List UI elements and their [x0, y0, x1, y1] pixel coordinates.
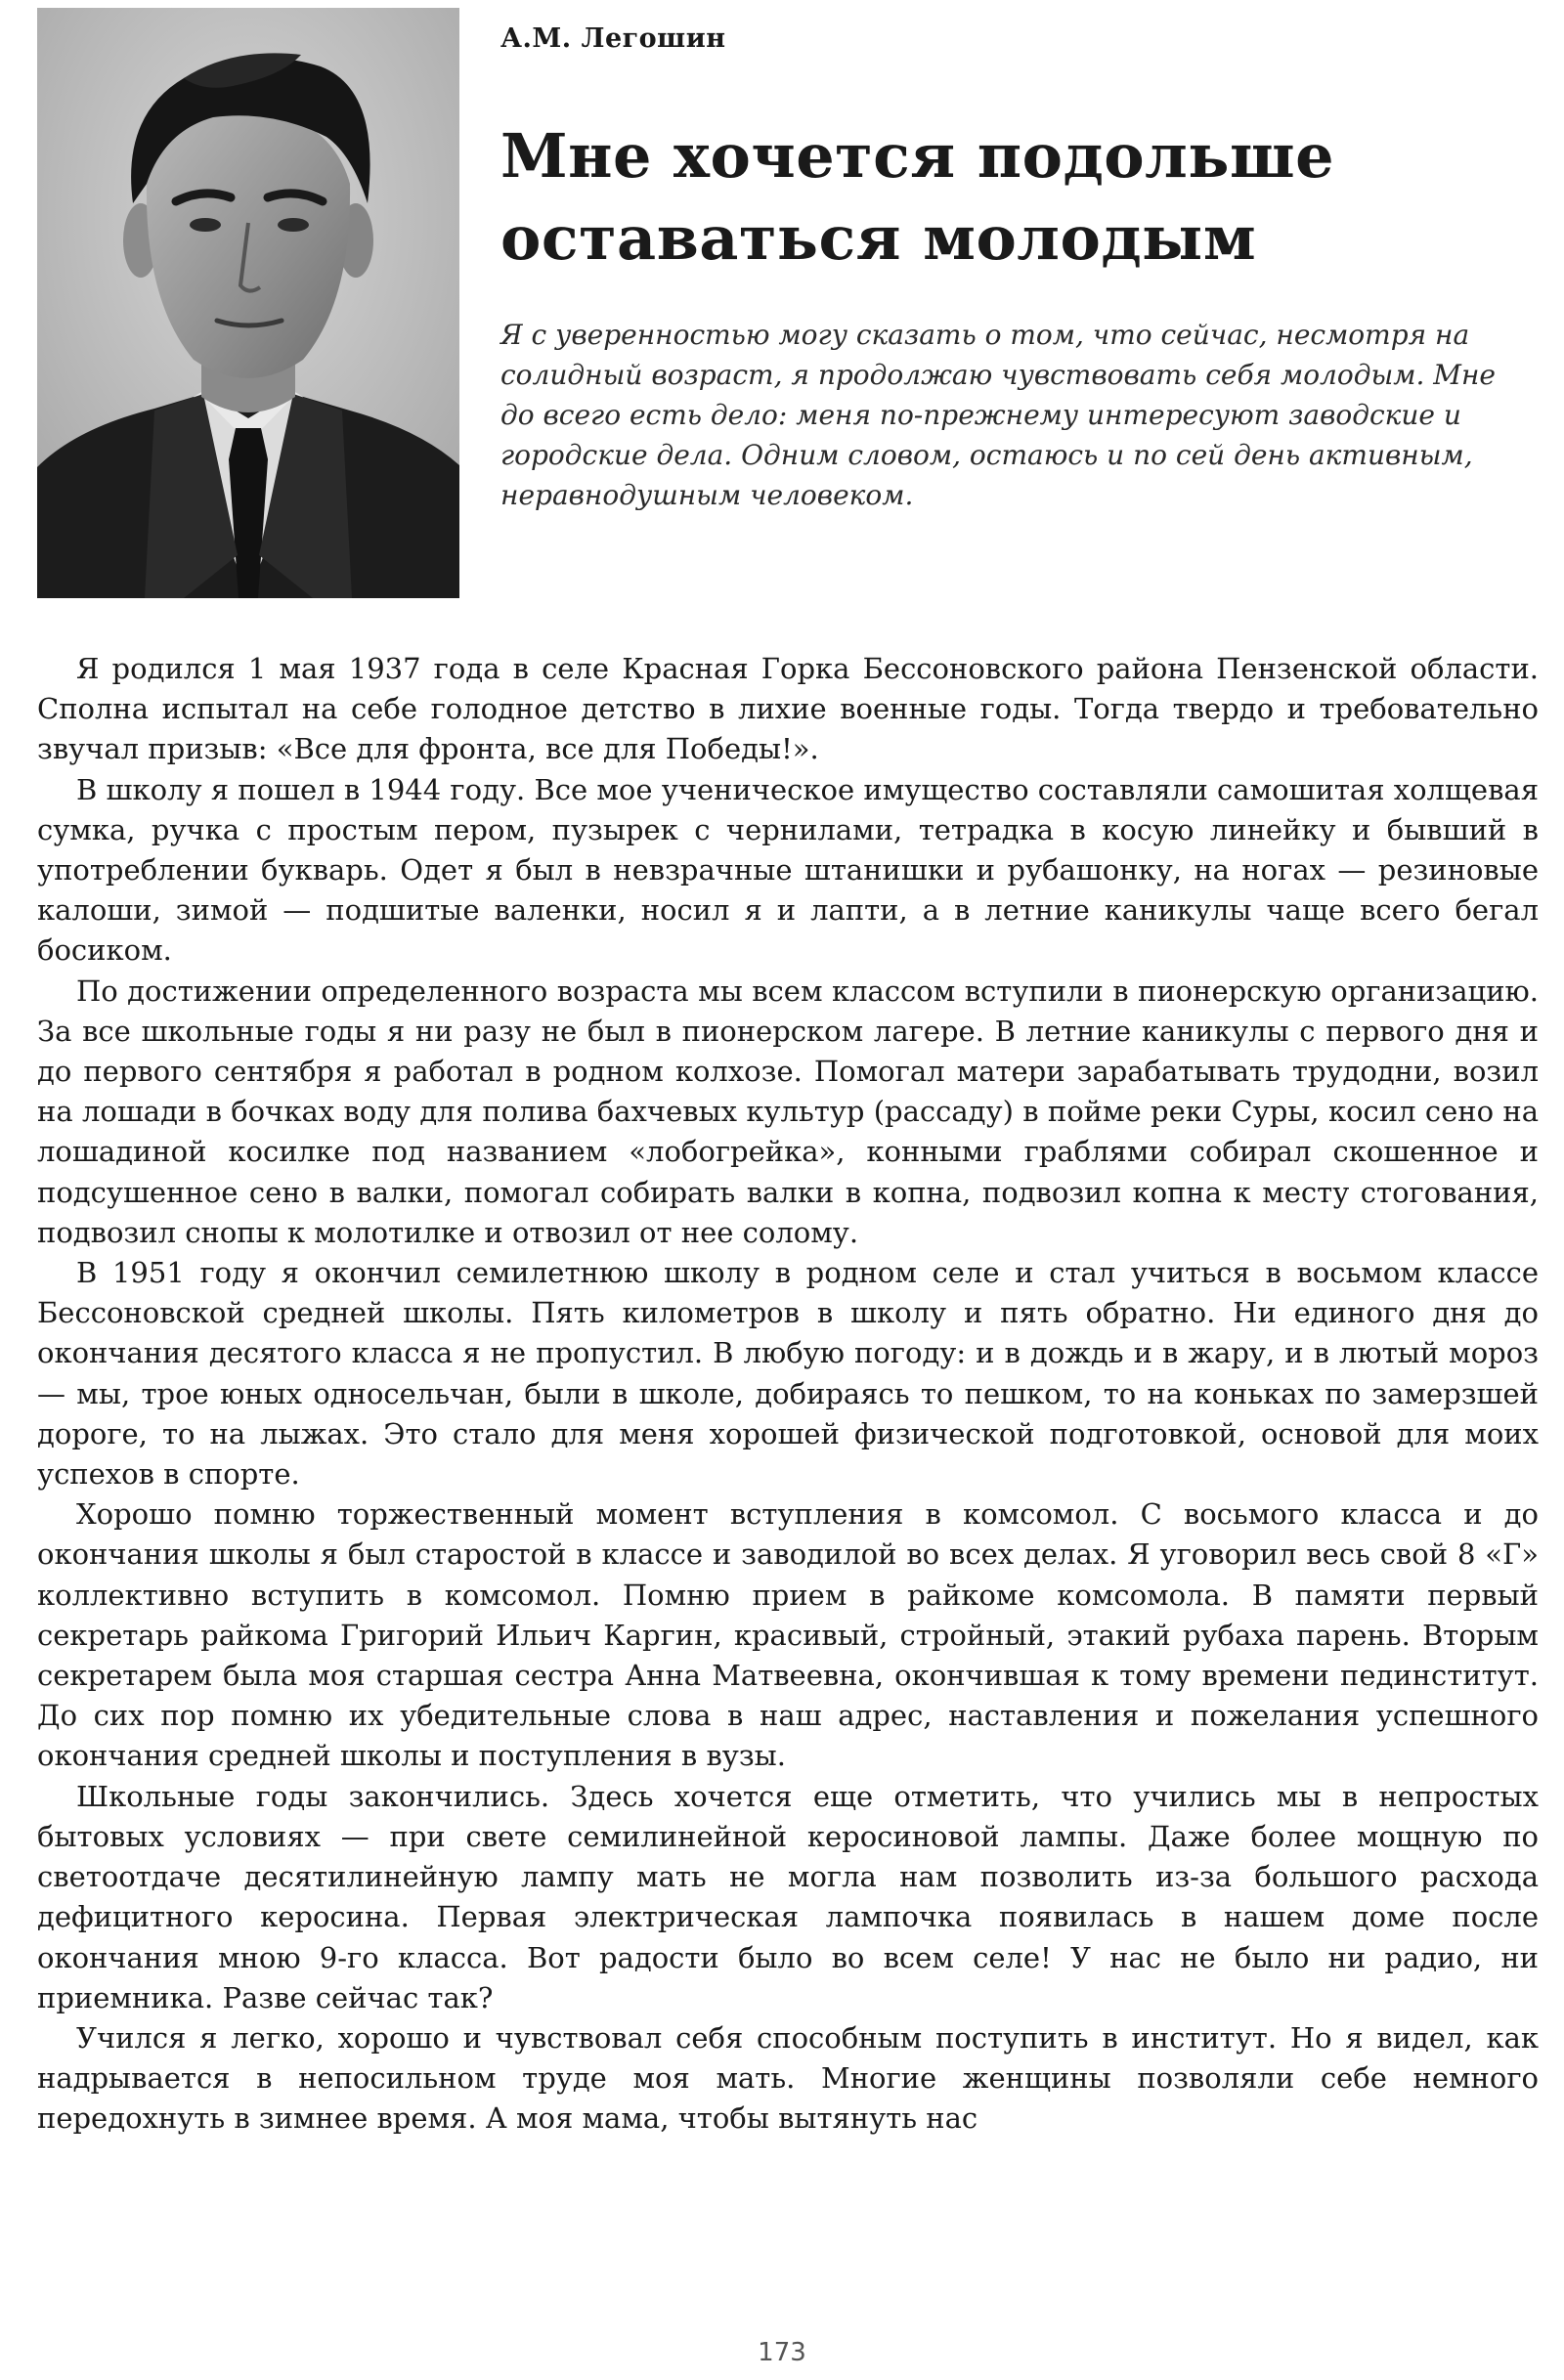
portrait-illustration — [37, 8, 459, 598]
author-portrait-photo — [37, 8, 459, 598]
body-paragraph: В школу я пошел в 1944 году. Все мое ученическое имущество составляли самошитая холщевая сумка, ручка с простым пером, пузырек с чернилами, тетрадка в косую линейку и бывший в употреблении букварь. Одет я был в невзрачные штанишки и рубашонку, на ногах — резиновые калоши, зимой — подшитые валенки, носил я и лапти, а в летние каникулы чаще всего бегал босиком. — [37, 772, 1539, 968]
article-title: Мне хочется подольше оставаться молодым — [500, 120, 1335, 274]
author-name: А.М. Легошин — [500, 23, 726, 54]
article-body — [37, 649, 1539, 2140]
body-paragraph: Я родился 1 мая 1937 года в селе Красная Горка Бессоновского района Пензенской области. Сполна испытал на себе голодное детство в лихие военные годы. Тогда твердо и требовательно звучал призыв: «Все для фронта, все для Победы!». — [37, 652, 1539, 766]
body-paragraph: Хорошо помню торжественный момент вступления в комсомол. С восьмого класса и до окончания школы я был старостой в классе и заводилой во всех делах. Я уговорил весь свой 8 «Г» коллективно вступить в комсомол. Помню прием в райкоме комсомола. В памяти первый секретарь райкома Григорий Ильич Каргин, красивый, стройный, этакий рубаха парень. Вторым секретарем была моя старшая сестра Анна Матвеевна, окончившая к тому времени пединститут. До сих пор помню их убедительные слова в наш адрес, наставления и пожелания успешного окончания средней школы и поступления в вузы. — [37, 1497, 1539, 1773]
article-lede: Я с уверенностью могу сказать о том, что сейчас, несмотря на солидный возраст, я продолжаю чувствовать себя молодым. Мне до всего есть дело: меня по-прежнему интересуют заводские и городские дела. Одним словом, остаюсь и по сей день активным, неравнодушным человеком. — [500, 319, 1496, 511]
body-paragraph: Учился я легко, хорошо и чувствовал себя способным поступить в институт. Но я видел, как надрывается в непосильном труде моя мать. Многие женщины позволяли себе немного передохнуть в зимнее время. А моя мама, чтобы вытянуть нас — [37, 2020, 1539, 2136]
body-paragraph: По достижении определенного возраста мы всем классом вступили в пионерскую организацию. За все школьные годы я ни разу не был в пионерском лагере. В летние каникулы с первого дня и до первого сентября я работал в родном колхозе. Помогал матери зарабатывать трудодни, возил на лошади в бочках воду для полива бахчевых культур (рассаду) в пойме реки Суры, косил сено на лошадиной косилке под названием «лобогрейка», конными граблями собирал скошенное и подсушенное сено в валки, помогал собирать валки в копна, подвозил копна к месту стогования, подвозил снопы к молотилке и отвозил от нее солому. — [37, 974, 1539, 1249]
body-paragraph: Школьные годы закончились. Здесь хочется еще отметить, что учились мы в непростых бытовых условиях — при свете семилинейной керосиновой лампы. Даже более мощную по светоотдаче десятилинейную лампу мать не могла нам позволить из-за большого расхода дефицитного керосина. Первая электрическая лампочка появилась в нашем доме после окончания мною 9-го класса. Вот радости было во всем селе! У нас не было ни радио, ни приемника. Разве сейчас так? — [37, 1779, 1539, 2014]
page-number: 173 — [758, 2338, 806, 2367]
body-paragraph: В 1951 году я окончил семилетнюю школу в родном селе и стал учиться в восьмом классе Бессоновской средней школы. Пять километров в школу и пять обратно. Ни единого дня до окончания десятого класса я не пропустил. В любую погоду: и в дождь и в жару, и в лютый мороз — мы, трое юных односельчан, были в школе, добираясь то пешком, то на коньках по замерзшей дороге, то на лыжах. Это стало для меня хорошей физической подготовкой, основой для моих успехов в спорте. — [37, 1256, 1539, 1492]
